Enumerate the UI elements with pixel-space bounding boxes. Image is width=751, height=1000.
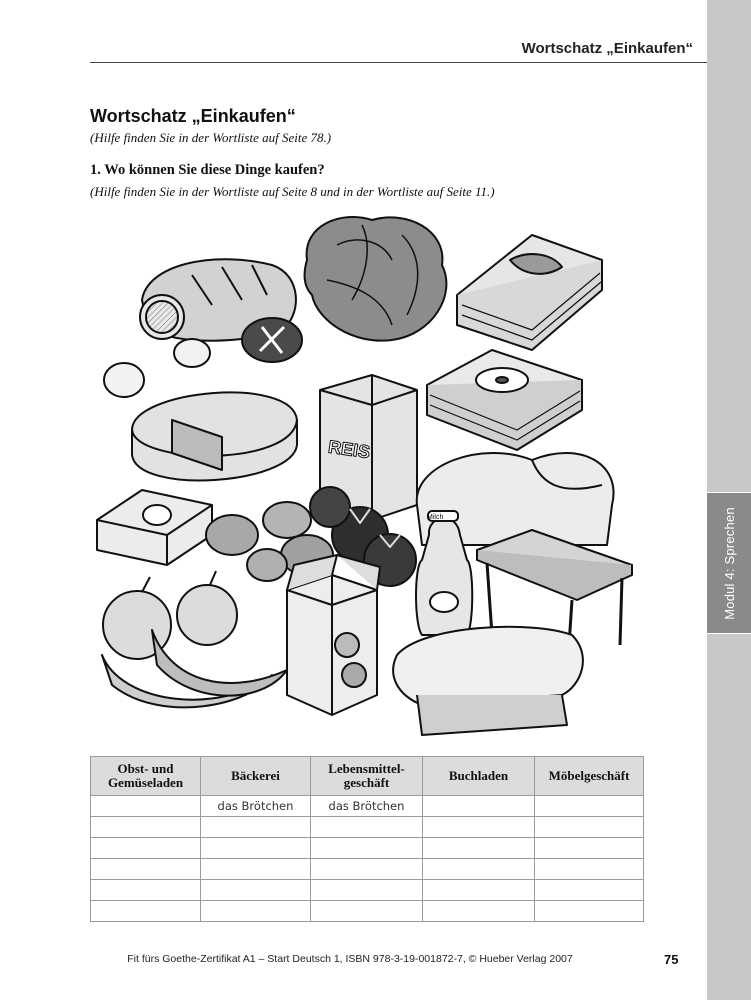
cd-stack-icon [427, 350, 582, 450]
vocabulary-table [90, 756, 644, 922]
table-cell[interactable] [91, 796, 201, 817]
table-row [91, 796, 644, 817]
mushroom-icon [242, 318, 302, 362]
module-tab [707, 492, 751, 634]
table-cell[interactable] [91, 880, 201, 901]
table-cell[interactable] [311, 838, 423, 859]
table-cell[interactable] [91, 838, 201, 859]
cheese-icon [132, 392, 297, 480]
table-cell[interactable] [91, 859, 201, 880]
butter-icon [97, 490, 212, 565]
table-row [91, 859, 644, 880]
table-cell[interactable] [535, 817, 644, 838]
table-cell[interactable] [535, 859, 644, 880]
table-cell[interactable] [423, 796, 535, 817]
table-cell[interactable] [201, 901, 311, 922]
header-bakery: Bäckerei [201, 757, 311, 796]
task-hint: (Hilfe finden Sie in der Wortliste auf Seite 8 und in der Wortliste auf Seite 11.) [90, 184, 495, 199]
table-cell[interactable] [311, 901, 423, 922]
table-cell[interactable] [423, 880, 535, 901]
table-cell[interactable] [535, 901, 644, 922]
table-cell[interactable] [423, 859, 535, 880]
header-grocery-store: Lebensmittel-geschäft [311, 757, 423, 796]
table-header-row [91, 757, 644, 796]
table-cell[interactable] [311, 817, 423, 838]
rice-box-label: REIS [326, 436, 372, 463]
apples-icon [103, 571, 237, 659]
table-cell[interactable]: das Brötchen [201, 796, 311, 817]
module-tab-label: Modul 4: Sprechen [721, 506, 737, 620]
table-row [91, 817, 644, 838]
header-furniture-store: Möbelgeschäft [535, 757, 644, 796]
lettuce-icon [305, 217, 447, 341]
header-bookshop: Buchladen [423, 757, 535, 796]
magazines-icon [457, 235, 602, 350]
table-cell[interactable]: das Brötchen [311, 796, 423, 817]
table-cell[interactable] [201, 838, 311, 859]
table-cell[interactable] [311, 859, 423, 880]
table-cell[interactable] [423, 901, 535, 922]
task-question: 1. Wo können Sie diese Dinge kaufen? [90, 162, 325, 178]
table-row [91, 880, 644, 901]
table-cell[interactable] [201, 859, 311, 880]
table-cell[interactable] [91, 901, 201, 922]
page-number: 75 [664, 952, 679, 967]
juice-carton-icon [287, 555, 380, 715]
shopping-illustration [62, 205, 652, 740]
header-produce-shop: Obst- und Gemüseladen [91, 757, 201, 796]
table-cell[interactable] [201, 880, 311, 901]
table-cell[interactable] [311, 880, 423, 901]
table-cell[interactable] [423, 838, 535, 859]
milk-bottle-label: Milch [427, 514, 444, 521]
table-cell[interactable] [201, 817, 311, 838]
exercise-title: Wortschatz „Einkaufen“ [90, 106, 296, 126]
table-cell[interactable] [535, 838, 644, 859]
table-row [91, 838, 644, 859]
exercise-hint: (Hilfe finden Sie in der Wortliste auf Seite 78.) [90, 130, 332, 145]
table-cell[interactable] [423, 817, 535, 838]
table-cell[interactable] [535, 880, 644, 901]
table-row [91, 901, 644, 922]
bed-icon [393, 627, 583, 735]
table-cell[interactable] [535, 796, 644, 817]
footer-citation: Fit fürs Goethe-Zertifikat A1 – Start Deutsch 1, ISBN 978-3-19-001872-7, © Hueber Verlag 2007 [127, 953, 573, 965]
table-cell[interactable] [91, 817, 201, 838]
eggs-icon [104, 339, 210, 397]
header-rule [90, 62, 707, 63]
running-head: Wortschatz „Einkaufen“ [521, 40, 693, 57]
